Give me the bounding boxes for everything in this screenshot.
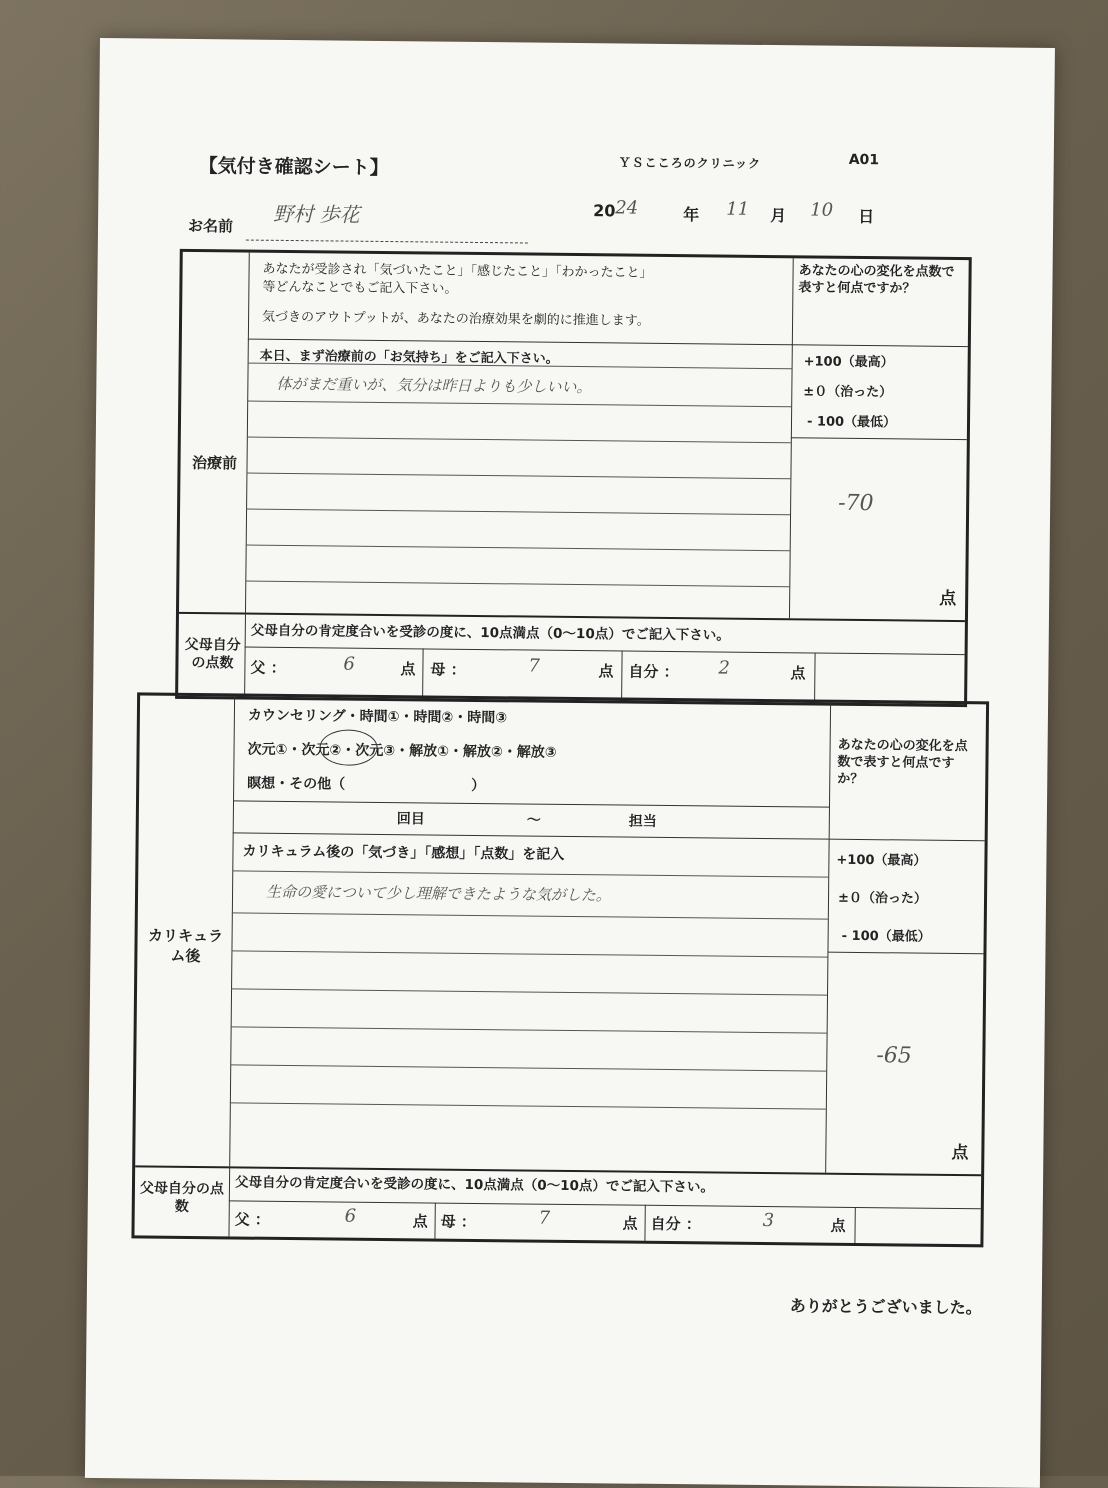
before-mother-label: 母 ：: [430, 660, 466, 679]
curriculum-scale-low: - 100（最低）: [841, 928, 931, 945]
curriculum-section: [131, 692, 989, 1247]
before-parents-label: 父母自分の点数: [184, 636, 241, 672]
date-day-value: 10: [810, 199, 834, 221]
scale-low: - 100（最低）: [806, 414, 897, 431]
after-parents-label: 父母自分の点数: [139, 1180, 225, 1215]
before-father-label: 父 ：: [250, 658, 286, 677]
before-section: [175, 249, 972, 707]
curriculum-score-question: あなたの心の変化を点数で表すと何点ですか？: [837, 737, 968, 788]
curriculum-scale-mid: ±０（治った）: [837, 890, 928, 907]
before-score-unit: 点: [939, 588, 957, 609]
before-mother-unit: 点: [598, 662, 614, 681]
selected-option-circle: [319, 729, 377, 766]
curriculum-scale-high: +100（最高）: [836, 852, 927, 869]
after-self-label: 自分 ：: [650, 1214, 701, 1234]
curriculum-score-unit: 点: [951, 1142, 969, 1164]
after-self-value: 3: [762, 1210, 775, 1232]
intro-line-3: 気づきのアウトプットが、あなたの治療効果を劇的に推進します。: [262, 309, 650, 329]
after-mother-label: 母 ：: [440, 1212, 476, 1232]
date-month-value: 11: [726, 198, 750, 220]
after-father-label: 父 ：: [234, 1210, 270, 1229]
curriculum-line-2: 次元①・次元②・次元③・解放①・解放②・解放③: [247, 741, 557, 761]
before-father-unit: 点: [400, 660, 416, 679]
scale-mid: ±０（治った）: [803, 384, 893, 401]
date-prefix: 20: [593, 201, 616, 221]
before-handwritten: 体がまだ重いが、気分は昨日よりも少しいい。: [276, 374, 592, 397]
before-parents-prompt: 父母自分の肯定度合いを受診の度に、10点満点（0〜10点）でご記入下さい。: [250, 622, 730, 644]
curriculum-line-3: 瞑想・その他（ ）: [247, 775, 486, 795]
clinic-name: ＹＳこころのクリニック: [618, 155, 762, 171]
curriculum-line-1: カウンセリング・時間①・時間②・時間③: [247, 707, 508, 727]
round-tilde: 〜: [526, 812, 541, 829]
name-label: お名前: [187, 216, 234, 236]
form-code: A01: [848, 151, 880, 169]
date-day-label: 日: [858, 206, 875, 227]
date-month-label: 月: [770, 206, 787, 226]
after-self-unit: 点: [830, 1216, 846, 1235]
scale-high: +100（最高）: [803, 354, 894, 371]
name-value: 野村 歩花: [273, 201, 360, 227]
before-self-unit: 点: [790, 664, 806, 683]
curriculum-label: カリキュラム後: [147, 926, 224, 966]
after-father-value: 6: [344, 1205, 357, 1227]
intro-line-1: あなたが受診され「気づいたこと」「感じたこと」「わかったこと」: [262, 261, 653, 281]
before-father-value: 6: [343, 653, 356, 675]
date-year-value: 24: [615, 197, 639, 219]
after-father-unit: 点: [412, 1212, 428, 1231]
staff-label: 担当: [628, 813, 657, 830]
before-self-value: 2: [718, 657, 730, 679]
after-mother-value: 7: [538, 1207, 551, 1229]
before-mother-value: 7: [528, 655, 541, 677]
before-prompt: 本日、まず治療前の「お気持ち」をご記入下さい。: [259, 348, 559, 367]
before-self-label: 自分 ：: [628, 662, 679, 682]
thanks-message: ありがとうございました。: [789, 1296, 982, 1318]
score-question: あなたの心の変化を点数で表すと何点ですか？: [798, 263, 955, 297]
after-parents-prompt: 父母自分の肯定度合いを受診の度に、10点満点（0〜10点）でご記入下さい。: [234, 1174, 715, 1196]
round-label: 回目: [396, 811, 425, 828]
curriculum-prompt: カリキュラム後の「気づき」「感想」「点数」を記入: [242, 843, 565, 863]
before-score: -70: [838, 490, 874, 517]
curriculum-score: -65: [876, 1043, 912, 1069]
curriculum-handwritten: 生命の愛について少し理解できたような気がした。: [265, 882, 611, 905]
date-year-label: 年: [683, 205, 700, 225]
intro-line-2: 等どんなことでもご記入下さい。: [262, 279, 458, 297]
after-mother-unit: 点: [622, 1214, 638, 1233]
before-label: 治療前: [191, 453, 238, 473]
sheet-title: 【気付き確認シート】: [198, 155, 389, 180]
form-sheet: [85, 38, 1055, 1488]
